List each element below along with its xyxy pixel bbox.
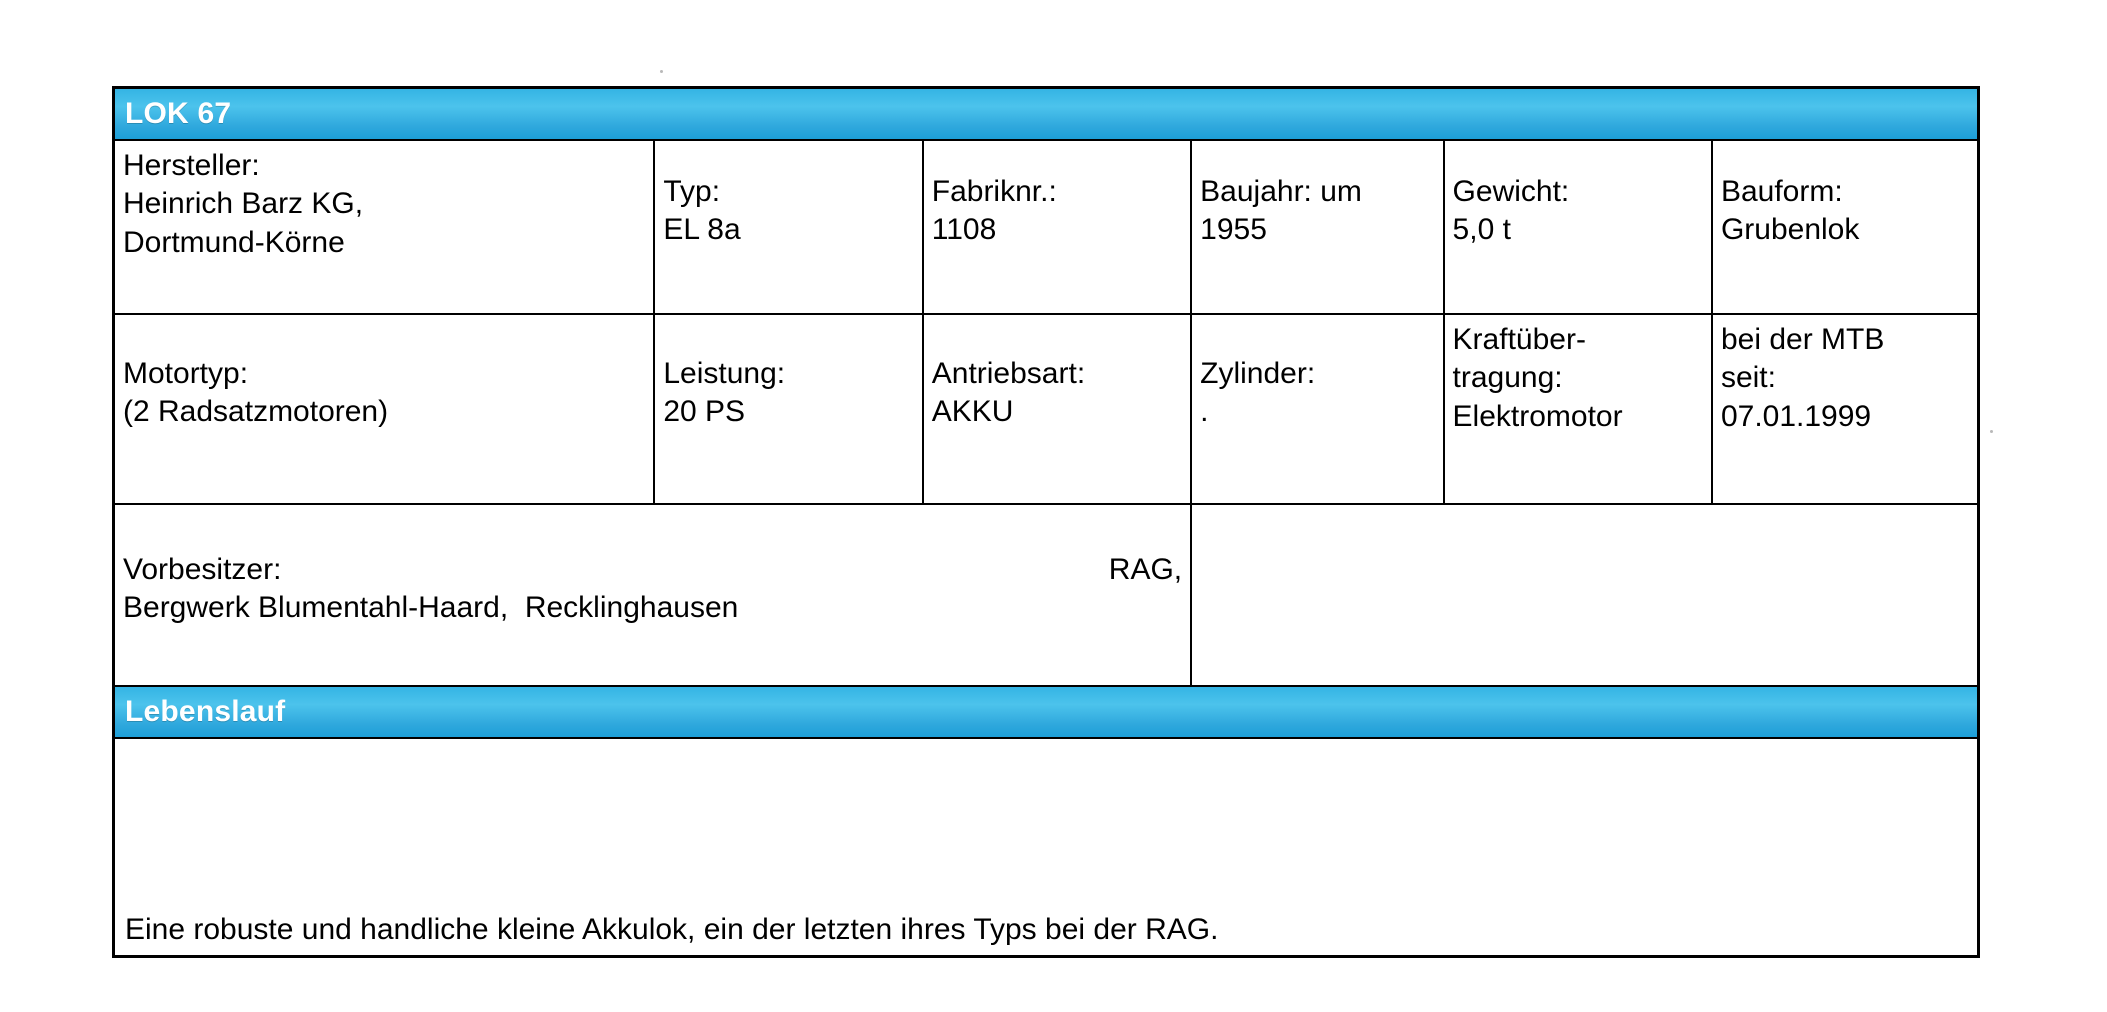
at-mtb-value: 07.01.1999 xyxy=(1720,399,1872,433)
cylinders-label: Zylinder: xyxy=(1200,357,1316,390)
power-label: Leistung: xyxy=(663,357,786,390)
transmission-label-line2: tragung: xyxy=(1452,361,1563,395)
spec-table xyxy=(112,86,1980,958)
manufacturer-name: Heinrich Barz KG, xyxy=(123,187,364,221)
drive-type-value: AKKU xyxy=(931,395,1014,429)
cell-biography xyxy=(114,738,1979,957)
cell-power xyxy=(654,314,922,504)
table-row-drive-specs xyxy=(114,314,1979,504)
biography-text: Eine robuste und handliche kleine Akkulok, ein der letzten ihres Typs bei der RAG. xyxy=(125,912,1219,946)
cell-cylinders xyxy=(1191,314,1443,504)
cell-engine-type xyxy=(114,314,655,504)
previous-owner-value: RAG, xyxy=(1108,553,1183,586)
table-row-main-specs xyxy=(114,140,1979,314)
locomotive-datasheet xyxy=(112,86,1980,958)
scan-speck xyxy=(660,70,663,73)
transmission-label-line1: Kraftüber- xyxy=(1452,323,1586,356)
cell-factory-number xyxy=(923,140,1191,314)
cell-type xyxy=(654,140,922,314)
manufacturer-location: Dortmund-Körne xyxy=(123,225,345,259)
biography-row xyxy=(114,738,1979,957)
previous-owner-detail: Bergwerk Blumentahl-Haard, Recklinghausen xyxy=(123,591,739,625)
weight-value: 5,0 t xyxy=(1452,213,1511,247)
title-row xyxy=(114,88,1979,141)
transmission-value: Elektromotor xyxy=(1452,399,1623,433)
scan-speck xyxy=(1990,430,1993,433)
table-row-previous-owner xyxy=(114,504,1979,686)
title-bar-lebenslauf xyxy=(114,686,1979,738)
cell-transmission xyxy=(1444,314,1712,504)
previous-owner-label: Vorbesitzer: xyxy=(123,553,282,586)
cylinders-value: . xyxy=(1200,395,1209,429)
title-bar-lok xyxy=(114,88,1979,141)
cell-at-mtb xyxy=(1712,314,1979,504)
factory-number-label: Fabriknr.: xyxy=(931,175,1057,208)
cell-drive-type xyxy=(923,314,1191,504)
design-label: Bauform: xyxy=(1720,175,1843,208)
build-year-value: 1955 xyxy=(1200,213,1267,247)
engine-type-value: (2 Radsatzmotoren) xyxy=(123,395,389,429)
engine-type-label: Motortyp: xyxy=(123,357,249,390)
design-value: Grubenlok xyxy=(1720,213,1860,247)
page-title: LOK 67 xyxy=(125,96,232,130)
type-value: EL 8a xyxy=(663,213,741,247)
section-title-lebenslauf: Lebenslauf xyxy=(125,694,286,728)
drive-type-label: Antriebsart: xyxy=(931,357,1086,390)
power-value: 20 PS xyxy=(663,395,746,429)
cell-manufacturer xyxy=(114,140,655,314)
cell-previous-owner xyxy=(114,504,1192,686)
manufacturer-label: Hersteller: xyxy=(123,149,260,182)
cell-weight xyxy=(1444,140,1712,314)
weight-label: Gewicht: xyxy=(1452,175,1570,208)
biography-title-row xyxy=(114,686,1979,738)
type-label: Typ: xyxy=(663,175,721,208)
at-mtb-label-line1: bei der MTB xyxy=(1720,323,1885,356)
at-mtb-label-line2: seit: xyxy=(1720,361,1776,395)
cell-previous-owner-empty xyxy=(1191,504,1978,686)
cell-build-year xyxy=(1191,140,1443,314)
factory-number-value: 1108 xyxy=(931,213,997,247)
build-year-label: Baujahr: um xyxy=(1200,175,1362,208)
cell-design xyxy=(1712,140,1979,314)
